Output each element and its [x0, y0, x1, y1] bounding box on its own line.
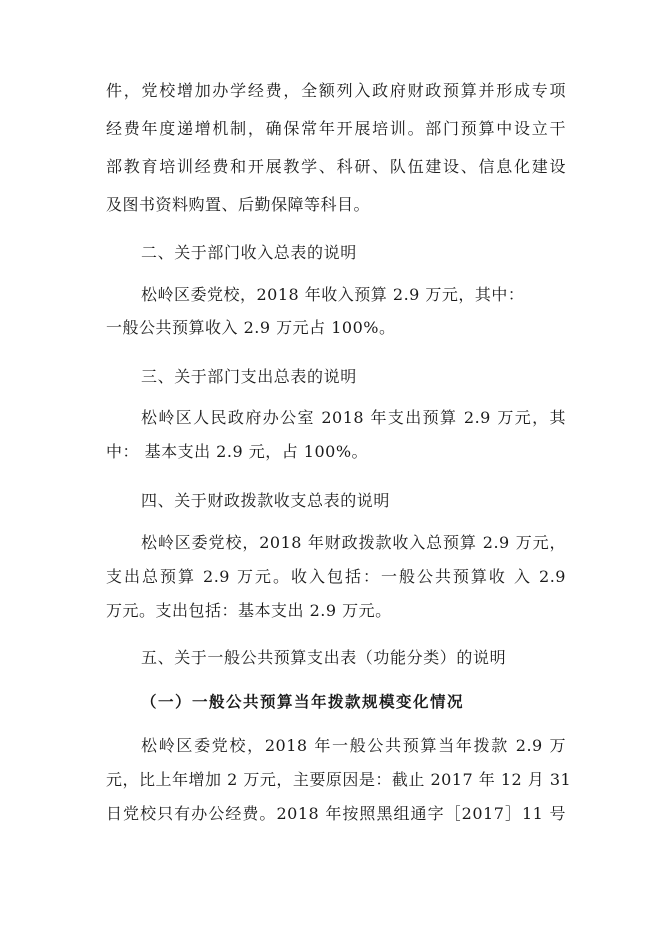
section-heading-fiscal-allocation: 四、关于财政拨款收支总表的说明 [141, 491, 391, 510]
paragraph-line: 一般公共预算收入 2.9 万元占 100%。 [106, 318, 396, 337]
subsection-heading-allocation-change: （一）一般公共预算当年拨款规模变化情况 [141, 693, 465, 711]
section-heading-income: 二、关于部门收入总表的说明 [141, 243, 357, 262]
paragraph-line: 日党校只有办公经费。2018 年按照黑组通字［2017］11 号 [106, 804, 566, 823]
paragraph-line: 件，党校增加办学经费，全额列入政府财政预算并形成专项 [106, 81, 566, 100]
paragraph-line: 松岭区委党校，2018 年财政拨款收入总预算 2.9 万元， [141, 533, 566, 552]
paragraph-line: 经费年度递增机制，确保常年开展培训。部门预算中设立干 [106, 119, 566, 138]
paragraph-line: 万元。支出包括：基本支出 2.9 万元。 [106, 601, 392, 620]
paragraph-line: 部教育培训经费和开展教学、科研、队伍建设、信息化建设 [106, 157, 566, 176]
paragraph-line: 松岭区委党校，2018 年一般公共预算当年拨款 2.9 万 [141, 736, 566, 755]
paragraph-line: 及图书资料购置、后勤保障等科目。 [106, 195, 371, 214]
paragraph-line: 元，比上年增加 2 万元，主要原因是：截止 2017 年 12 月 31 [106, 770, 572, 789]
section-heading-expenditure: 三、关于部门支出总表的说明 [141, 367, 357, 386]
section-heading-general-budget: 五、关于一般公共预算支出表（功能分类）的说明 [141, 648, 507, 667]
paragraph-line: 松岭区委党校，2018 年收入预算 2.9 万元，其中： [141, 285, 525, 304]
paragraph-line: 中： 基本支出 2.9 元，占 100%。 [106, 442, 369, 461]
paragraph-line: 松岭区人民政府办公室 2018 年支出预算 2.9 万元，其 [141, 408, 566, 427]
paragraph-line: 支出总预算 2.9 万元。收入包括：一般公共预算收 入 2.9 [106, 567, 566, 586]
